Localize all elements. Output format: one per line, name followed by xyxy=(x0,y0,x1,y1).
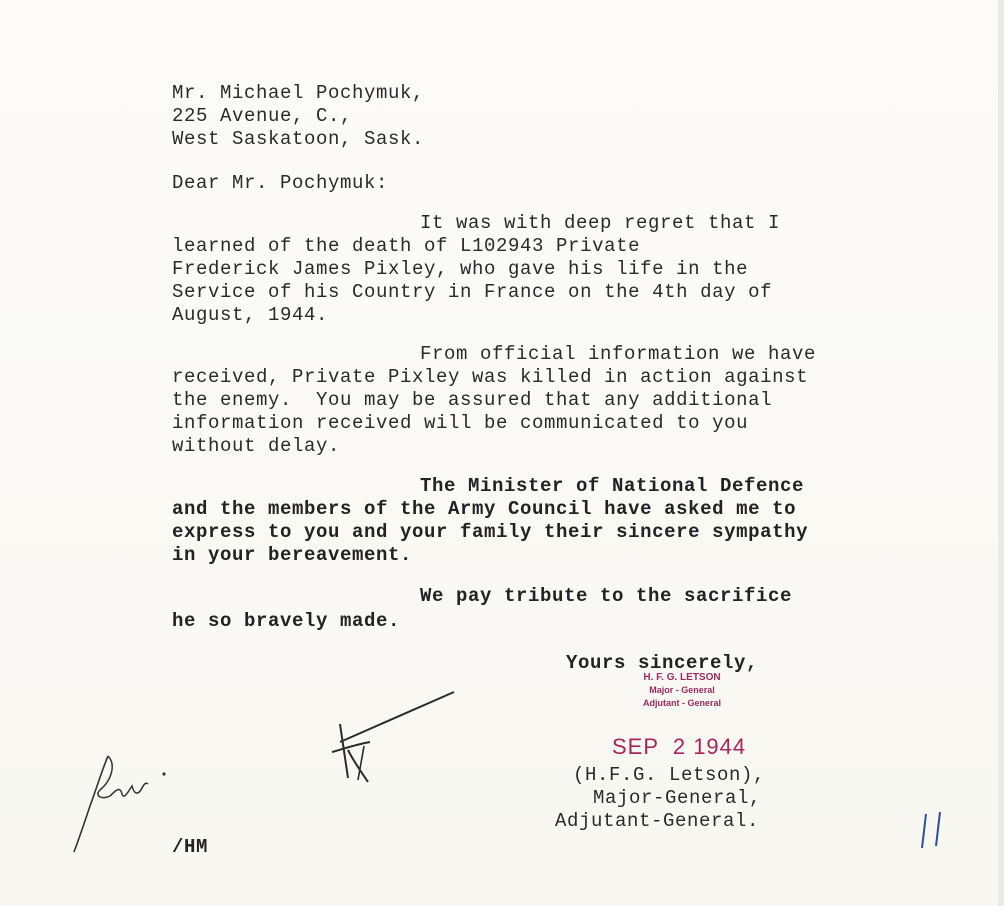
date-stamp: SEP 2 1944 xyxy=(612,734,747,759)
para1-line-4: Service of his Country in France on the 4th day of xyxy=(172,281,773,303)
para2-line-4: information received will be communicated to you xyxy=(172,412,749,434)
handwritten-mark-signature xyxy=(318,686,468,796)
para2-line-2: received, Private Pixley was killed in action against xyxy=(172,366,809,388)
address-line-3: West Saskatoon, Sask. xyxy=(172,128,425,150)
para1-line-1: It was with deep regret that I xyxy=(420,212,781,234)
blue-pen-marks xyxy=(912,808,952,854)
para4-line-2: he so bravely made. xyxy=(172,610,401,632)
para2-line-5: without delay. xyxy=(172,435,341,457)
signature-title: Adjutant-General. xyxy=(555,810,760,832)
closing: Yours sincerely, xyxy=(566,652,759,674)
para2-line-3: the enemy. You may be assured that any additional xyxy=(172,389,773,411)
address-line-1: Mr. Michael Pochymuk, xyxy=(172,82,425,104)
para2-line-1: From official information we have xyxy=(420,343,817,365)
para1-line-5: August, 1944. xyxy=(172,304,329,326)
address-line-2: 225 Avenue, C., xyxy=(172,105,353,127)
stamp-name: H. F. G. LETSON xyxy=(643,672,721,683)
signature-rank: Major-General, xyxy=(593,787,762,809)
page-edge xyxy=(998,0,1004,906)
handwritten-initials-signature xyxy=(60,740,190,870)
reference-initials: /HM xyxy=(172,836,209,858)
para3-line-4: in your bereavement. xyxy=(172,544,413,566)
para4-line-1: We pay tribute to the sacrifice xyxy=(420,585,793,607)
para1-line-2: learned of the death of L102943 Private xyxy=(172,235,641,257)
stamp-title: Adjutant - General xyxy=(642,698,721,708)
para1-line-3: Frederick James Pixley, who gave his life in the xyxy=(172,258,749,280)
para3-line-3: express to you and your family their sincere sympathy xyxy=(172,521,809,543)
para3-line-2: and the members of the Army Council have asked me to xyxy=(172,498,797,520)
signature-name: (H.F.G. Letson), xyxy=(573,764,766,786)
stamp-rank: Major - General xyxy=(649,685,715,695)
name-stamp xyxy=(612,671,752,710)
para3-line-1: The Minister of National Defence xyxy=(420,475,805,497)
salutation: Dear Mr. Pochymuk: xyxy=(172,172,389,194)
